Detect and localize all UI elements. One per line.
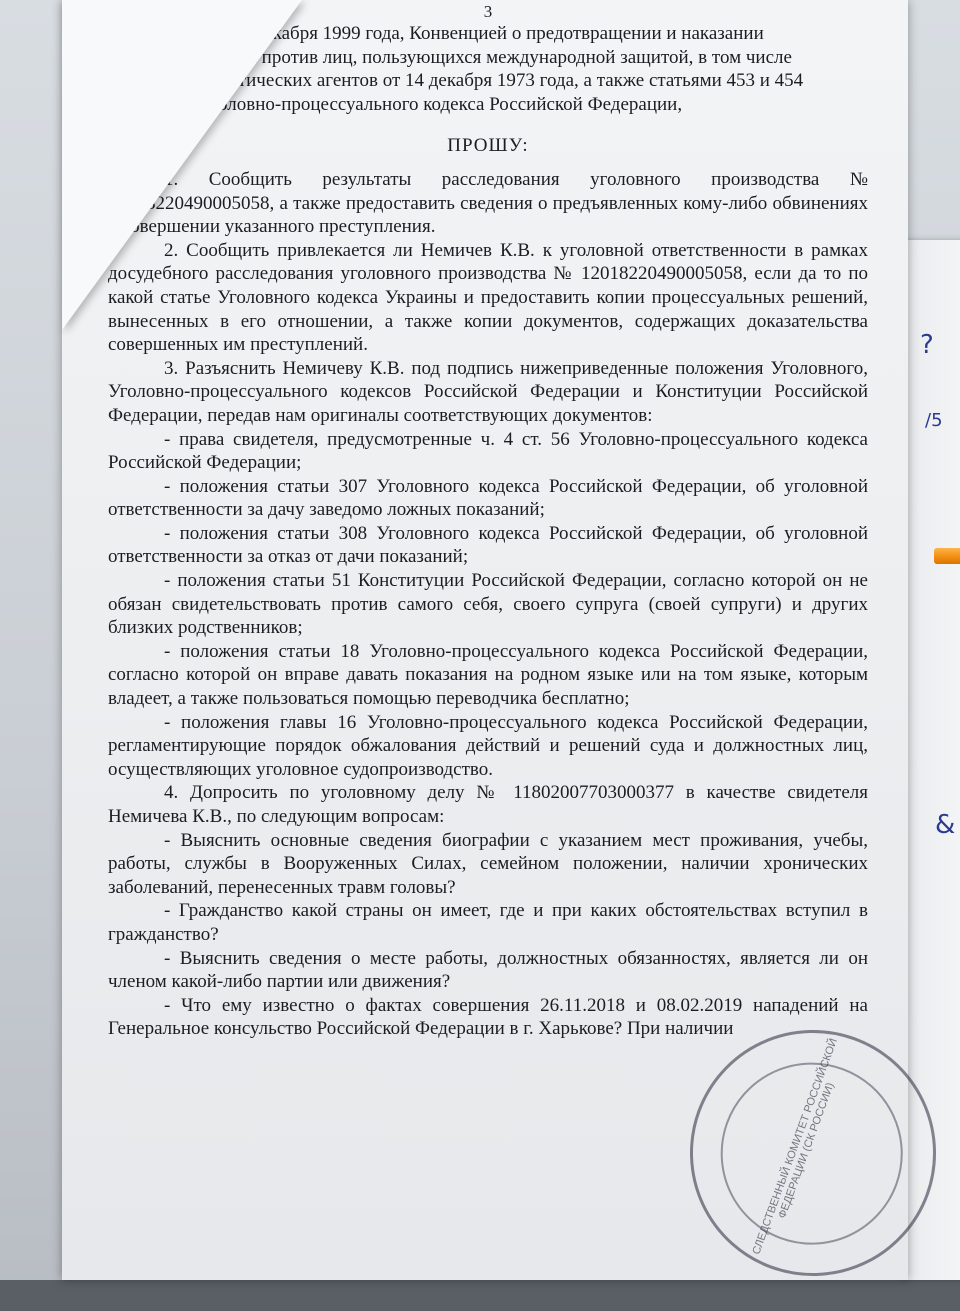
request-paragraph: - права свидетеля, предусмотренные ч. 4 ст. 56 Уголовно-процессуального кодекса Российской Федерации; [108,428,868,474]
intro-line: матических агентов от 14 декабря 1973 года, а также статьями 453 и 454 [218,70,804,92]
intro-line: оловно-процессуального кодекса Российской Федерации, [218,93,683,115]
orange-pencil [934,548,960,564]
handwritten-mark: ? [920,330,934,360]
request-paragraph: - Что ему известно о фактах совершения 26.11.2018 и 08.02.2019 нападений на Генеральное консульство Российской Федерации в г. Харькове? При наличии [108,994,868,1040]
request-paragraph: - Гражданство какой страны он имеет, где и при каких обстоятельствах вступил в гражданство? [108,900,868,945]
request-paragraph: 2. Сообщить привлекается ли Немичев К.В. к уголовной ответственности в рамках досудебного расследования уголовного производства № 12018220490005058, если да то по какой статье Уголовного кодекса Украины и предоставить копии процессуальных решений, вынесенных в его отношении, а также копии документов, содержащих доказательства совершенных им преступлений. [108,239,868,356]
request-paragraph: - положения статьи 308 Уголовного кодекса Российской Федерации, об уголовной ответственности за отказ от дачи показаний; [108,522,868,568]
intro-line: от 9 декабря 1999 года, Конвенцией о предотвращении и наказании [218,23,764,44]
request-paragraph: - положения статьи 307 Уголовного кодекса Российской Федерации, об уголовной ответственности за дачу заведомо ложных показаний; [108,475,868,521]
handwritten-mark: /5 [925,410,943,431]
request-paragraph: - положения статьи 18 Уголовно-процессуального кодекса Российской Федерации, согласно которой он вправе давать показания на родном языке или на том языке, которым владеет, а также пользоваться помощью переводчика бесплатно; [108,640,868,710]
request-paragraph: - Выяснить основные сведения биографии с указанием мест проживания, учебы, работы, службы в Вооруженных Силах, семейном положении, наличии хронических заболеваний, перенесенных травм головы? [108,829,868,898]
stamp-text: СЛЕДСТВЕННЫЙ КОМИТЕТ РОССИЙСКОЙ ФЕДЕРАЦИИ (СК РОССИИ) [750,1036,840,1257]
page-number: 3 [483,2,493,21]
request-paragraph: - Выяснить сведения о месте работы, должностных обязанностях, является ли он членом какой-либо партии или движения? [108,947,868,993]
request-heading: ПРОШУ: [447,135,529,157]
request-paragraph: 3. Разъяснить Немичеву К.В. под подпись нижеприведенные положения Уголовного, Уголовно-процессуального кодексов Российской Федерации и Конституции Российской Федерации, передав нам оригиналы соответствующих документов: [108,357,868,426]
request-paragraph: - положения статьи 51 Конституции Российской Федерации, согласно которой он не обязан свидетельствовать против самого себя, своего супруга (своей супруги) и других близких родственников; [108,570,868,639]
request-paragraph: 1. Сообщить результаты расследования уголовного производства № 12018220490005058, а также предоставить сведения о предъявленных кому-либо обвинениях в совершении указанного преступления. [108,168,868,238]
request-paragraph: - положения главы 16 Уголовно-процессуального кодекса Российской Федерации, регламентирующие порядок обжалования действий и решений суда и должностных лиц, осуществляющих уголовное судопроизводство. [108,711,868,780]
request-paragraph: 4. Допросить по уголовному делу № 11802007703000377 в качестве свидетеля Немичева К.В., по следующим вопросам: [108,782,868,827]
intro-line: ений против лиц, пользующихся международной защитой, в том числе [218,46,792,68]
folded-corner [62,0,302,330]
handwritten-mark: & [935,810,956,840]
